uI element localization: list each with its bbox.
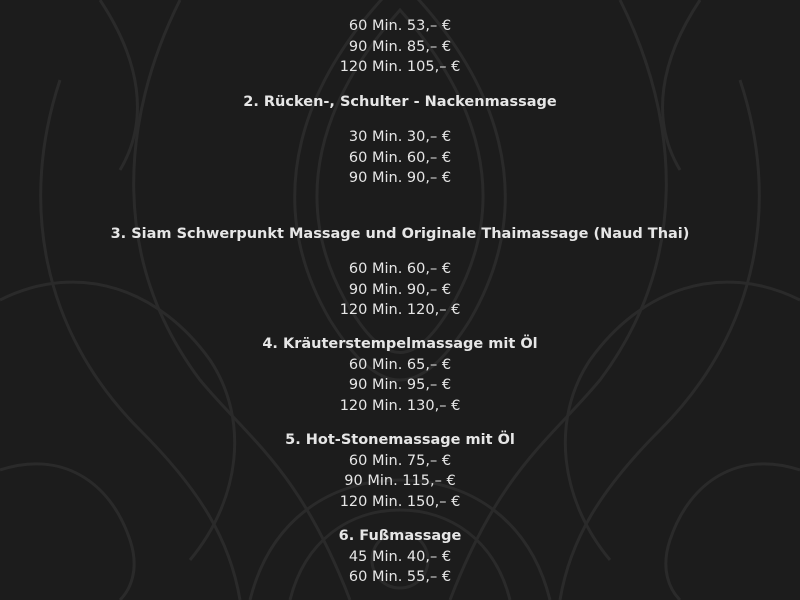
price-line: 120 Min. 130,– €: [339, 397, 461, 414]
price-group-3: [0, 259, 800, 321]
price-line: 90 Min. 115,– €: [344, 473, 456, 489]
price-line: 30 Min. 30,– €: [348, 129, 452, 145]
price-line: 120 Min. 150,– €: [339, 493, 461, 510]
section-3-title-block: [0, 224, 800, 245]
section-title-siam-thai: 3. Siam Schwerpunkt Massage und Originale Thaimassage (Naud Thai): [110, 226, 690, 242]
section-4-block: [0, 334, 800, 416]
price-line: 90 Min. 90,– €: [348, 281, 452, 298]
price-line: 120 Min. 105,– €: [339, 59, 461, 75]
price-group-1: [0, 16, 800, 78]
price-line: 60 Min. 53,– €: [348, 18, 452, 34]
price-line: 120 Min. 120,– €: [339, 302, 461, 318]
price-line: 60 Min. 60,– €: [348, 261, 452, 277]
section-title-foot-massage: 6. Fußmassage: [338, 528, 462, 544]
price-line: 60 Min. 75,– €: [348, 452, 452, 469]
price-line: 60 Min. 60,– €: [348, 149, 452, 166]
price-line: 60 Min. 65,– €: [348, 356, 452, 373]
price-line: 60 Min. 55,– €: [348, 569, 452, 585]
section-5-block: [0, 430, 800, 512]
section-title-herbal-stamp: 4. Kräuterstempelmassage mit Öl: [262, 336, 538, 352]
price-line: 90 Min. 85,– €: [348, 38, 452, 55]
section-title-back-shoulder-neck: 2. Rücken-, Schulter - Nackenmassage: [243, 94, 557, 110]
section-6-block: [0, 526, 800, 588]
section-2-title-block: [0, 92, 800, 113]
price-line: 45 Min. 40,– €: [348, 548, 452, 565]
price-line: 90 Min. 95,– €: [348, 377, 452, 393]
section-title-hot-stone: 5. Hot-Stonemassage mit Öl: [285, 432, 515, 448]
price-line: 90 Min. 90,– €: [348, 170, 452, 186]
price-group-2: [0, 127, 800, 189]
